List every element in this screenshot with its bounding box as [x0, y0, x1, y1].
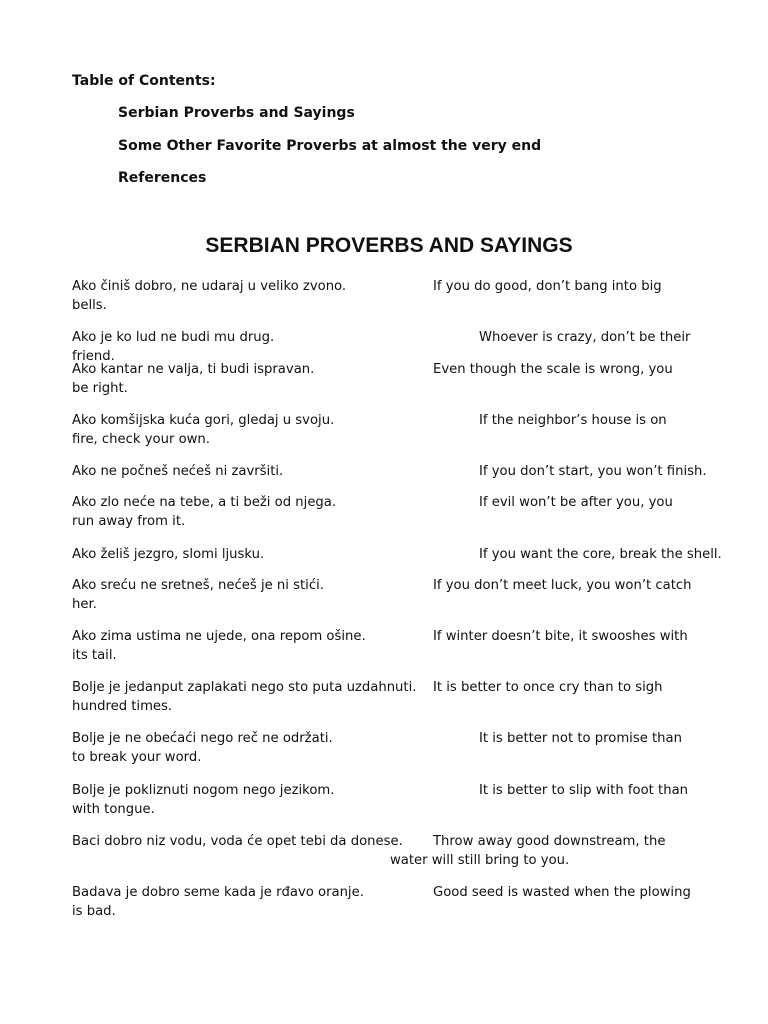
- proverb-english-continued: be right.: [72, 380, 128, 396]
- toc-item-references: References: [118, 170, 207, 186]
- proverb-serbian: Ako zlo neće na tebe, a ti beži od njega.: [72, 495, 337, 511]
- proverb-english: If you don’t meet luck, you won’t catch: [433, 578, 692, 594]
- proverb-english-continued: fire, check your own.: [72, 431, 210, 447]
- proverb-serbian: Ako je ko lud ne budi mu drug.: [72, 330, 275, 346]
- proverb-english: If you do good, don’t bang into big: [433, 279, 662, 294]
- proverb-english-continued: her.: [72, 597, 97, 613]
- proverb-english-continued: its tail.: [72, 648, 117, 664]
- proverb-row: [72, 627, 712, 678]
- proverb-serbian: Badava je dobro seme kada je rđavo oranje.: [72, 884, 364, 900]
- proverb-row: [72, 729, 712, 780]
- proverb-english: It is better not to promise than: [479, 731, 682, 747]
- proverb-english-continued: bells.: [72, 298, 107, 313]
- proverb-row: [72, 493, 712, 544]
- proverb-english: If the neighbor’s house is on: [479, 412, 667, 428]
- proverb-row: [72, 781, 712, 832]
- proverb-row: [72, 832, 712, 883]
- toc-heading: Table of Contents:: [72, 73, 216, 89]
- proverb-english: If you don’t start, you won’t finish.: [479, 463, 707, 479]
- proverb-serbian: Ako komšijska kuća gori, gledaj u svoju.: [72, 412, 335, 428]
- proverb-english: It is better to slip with foot than: [479, 782, 689, 798]
- proverb-serbian: Ako kantar ne valja, ti budi ispravan.: [72, 361, 315, 377]
- proverb-english: Whoever is crazy, don’t be their friend.: [72, 330, 695, 365]
- proverb-serbian: Ako želiš jezgro, slomi ljusku.: [72, 546, 265, 562]
- proverb-serbian: Ako zima ustima ne ujede, ona repom ošine.: [72, 629, 366, 645]
- proverb-serbian: Ako činiš dobro, ne udaraj u veliko zvono.: [72, 279, 347, 294]
- section-title: SERBIAN PROVERBS AND SAYINGS: [205, 234, 573, 257]
- proverb-english: If evil won’t be after you, you: [479, 495, 673, 511]
- toc-list: [118, 103, 541, 201]
- proverb-english: It is better to once cry than to sigh: [433, 680, 663, 696]
- proverb-serbian: Ako sreću ne sretneš, nećeš je ni stići.: [72, 578, 324, 594]
- proverb-row: [72, 883, 712, 934]
- proverb-row: [72, 411, 712, 462]
- toc-item-other-proverbs: Some Other Favorite Proverbs at almost the very end: [118, 137, 542, 154]
- proverb-row: [72, 576, 712, 627]
- proverb-serbian: Bolje je pokliznuti nogom nego jezikom.: [72, 782, 335, 798]
- proverb-english: Good seed is wasted when the plowing: [433, 884, 691, 900]
- proverb-english: Even though the scale is wrong, you: [433, 361, 673, 377]
- proverb-serbian: Ako ne počneš nećeš ni završiti.: [72, 463, 284, 479]
- proverb-serbian: Bolje je jedanput zaplakati nego sto puta uzdahnuti.: [72, 680, 417, 696]
- proverb-english-continued: to break your word.: [72, 750, 202, 766]
- proverb-english-continued: water will still bring to you.: [390, 852, 570, 868]
- toc-item-serbian-proverbs: Serbian Proverbs and Sayings: [118, 105, 355, 121]
- proverb-row: [72, 277, 712, 328]
- proverb-english-continued: hundred times.: [72, 699, 173, 715]
- proverb-english: If winter doesn’t bite, it swooshes with: [433, 629, 688, 645]
- proverb-list: [72, 277, 722, 934]
- proverb-row: [72, 545, 722, 577]
- proverb-row: [72, 462, 712, 494]
- proverb-row: [72, 328, 712, 365]
- proverb-english: Throw away good downstream, the: [433, 833, 666, 849]
- proverb-english-continued: is bad.: [72, 903, 116, 919]
- proverb-serbian: Bolje je ne obećaći nego reč ne održati.: [72, 731, 333, 747]
- proverb-english-continued: with tongue.: [72, 801, 155, 817]
- proverb-english: If you want the core, break the shell.: [479, 546, 722, 562]
- proverb-english-continued: run away from it.: [72, 514, 186, 530]
- proverb-row: [72, 360, 712, 411]
- proverb-serbian: Baci dobro niz vodu, voda će opet tebi da donese.: [72, 833, 403, 849]
- proverb-row: [72, 678, 712, 729]
